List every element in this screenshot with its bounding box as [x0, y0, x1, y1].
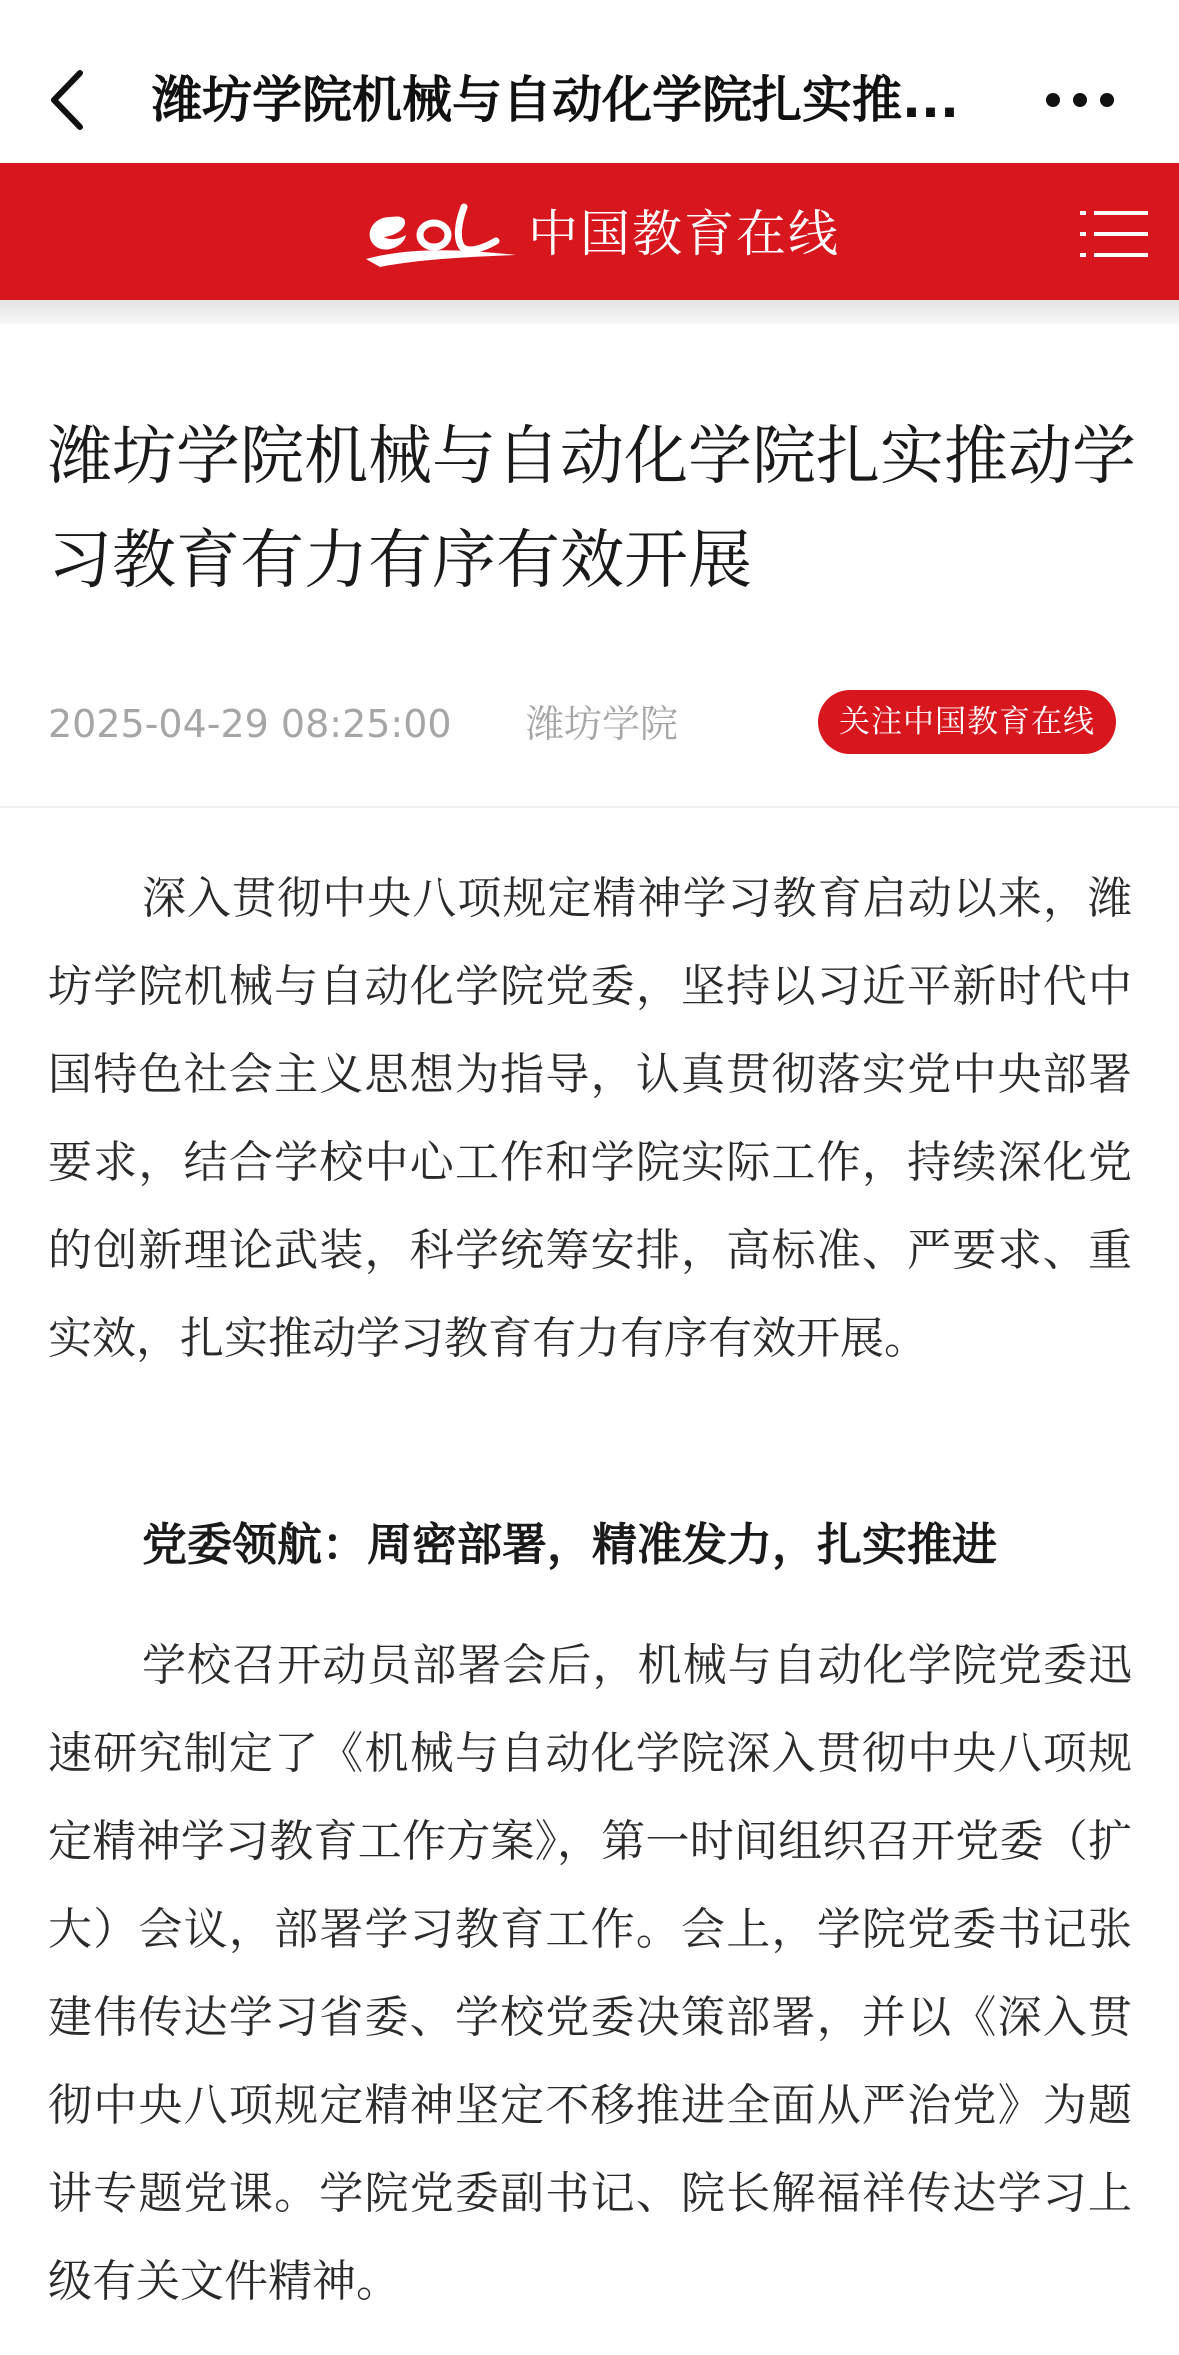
article-paragraph: 深入贯彻中央八项规定精神学习教育启动以来，潍坊学院机械与自动化学院党委，坚持以习近平新时代中国特色社会主义思想为指导，认真贯彻落实党中央部署要求，结合学校中心工作和学院实际工作，持续深化党的创新理论武装，科学统筹安排，高标准、严要求、重实效，扎实推动学习教育有力有序有效开展。 [48, 873, 1132, 1364]
article-subheading: 党委领航：周密部署，精准发力，扎实推进 [142, 1518, 998, 1571]
article-paragraph: 学校召开动员部署会后，机械与自动化学院党委迅速研究制定了《机械与自动化学院深入贯彻中央八项规定精神学习教育工作方案》，第一时间组织召开党委（扩大）会议，部署学习教育工作。会上，学院党委书记张建伟传达学习省委、学校党委决策部署，并以《深入贯彻中央八项规定精神坚定不移推进全面从严治党》为题讲专题党课。学院党委副书记、院长解福祥传达学习上级有关文件精神。 [48, 1640, 1132, 2307]
brand-bar [0, 163, 1179, 300]
back-button[interactable] [38, 58, 98, 142]
top-nav-bar [0, 0, 1179, 163]
publish-date: 2025-04-29 08:25:00 [48, 702, 452, 746]
eol-logo[interactable] [360, 195, 520, 275]
header-shadow [0, 300, 1179, 324]
brand-name: 中国教育在线 [528, 205, 840, 263]
divider [0, 806, 1179, 808]
menu-icon[interactable] [1078, 207, 1150, 261]
more-button[interactable] [1040, 70, 1120, 130]
nav-title: 潍坊学院机械与自动化学院扎实推... [152, 71, 959, 129]
chevron-left-icon [48, 69, 88, 131]
follow-button[interactable]: 关注中国教育在线 [818, 690, 1116, 754]
article-source: 潍坊学院 [526, 702, 679, 746]
article-title: 潍坊学院机械与自动化学院扎实推动学习教育有力有序有效开展 [48, 420, 1136, 598]
more-dots-icon [1045, 92, 1115, 108]
